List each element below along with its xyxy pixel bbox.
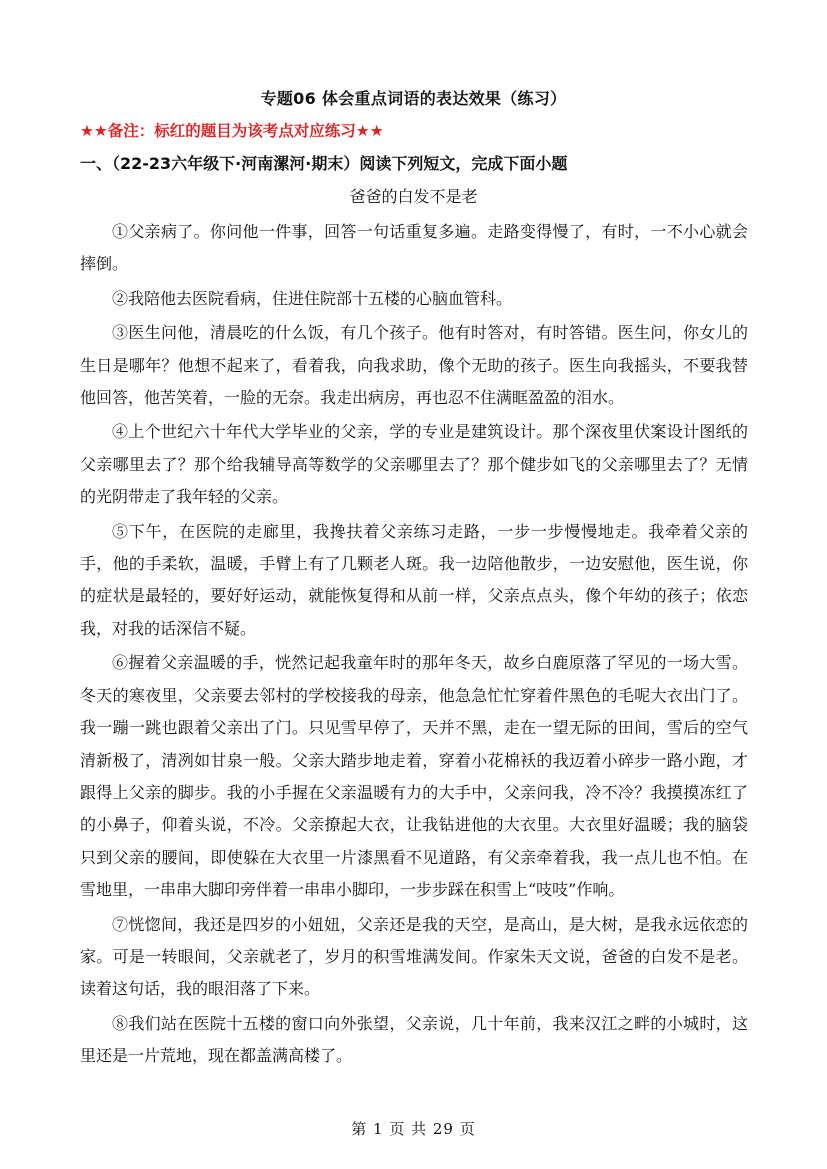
paragraph-3: ③医生问他，清晨吃的什么饭，有几个孩子。他有时答对，有时答错。医生问，你女儿的生日是哪年？他想不起来了，看着我，向我求助，像个无助的孩子。医生向我摇头，不要我替他回答，他苦笑着，一脸的无奈。我走出病房，再也忍不住满眶盈盈的泪水。 — [80, 323, 748, 408]
paragraph-5: ⑤下午，在医院的走廊里，我搀扶着父亲练习走路，一步一步慢慢地走。我牵着父亲的手，他的手柔软，温暖，手臂上有了几颗老人斑。我一边陪他散步，一边安慰他，医生说，你的症状是最轻的，要好好运动，就能恢复得和从前一样，父亲点点头，像个年幼的孩子；依恋我，对我的话深信不疑。 — [80, 521, 748, 638]
paragraph-1: ①父亲病了。你问他一件事，回答一句话重复多遍。走路变得慢了，有时，一不小心就会摔倒。 — [80, 222, 748, 274]
paragraph-6: ⑥握着父亲温暖的手，恍然记起我童年时的那年冬天，故乡白鹿原落了罕见的一场大雪。冬天的寒夜里，父亲要去邻村的学校接我的母亲，他急急忙忙穿着件黑色的毛呢大衣出门了。我一蹦一跳也跟着父亲出了门。只见雪早停了，天并不黑，走在一望无际的田间，雪后的空气清新极了，清冽如甘泉一般。父亲大踏步地走着，穿着小花棉袄的我迈着小碎步一路小跑，才跟得上父亲的脚步。我的小手握在父亲温暖有力的大手中，父亲问我，冷不冷？我摸摸冻红了的小鼻子，仰着头说，不冷。父亲撩起大衣，让我钻进他的大衣里。大衣里好温暖；我的脑袋只到父亲的腰间，即使躲在大衣里一片漆黑看不见道路，有父亲牵着我，我一点儿也不怕。在雪地里，一串串大脚印旁伴着一串串小脚印，一步步踩在积雪上“吱吱”作响。 — [80, 653, 748, 900]
article-body — [80, 216, 748, 1075]
paragraph-7: ⑦恍惚间，我还是四岁的小妞妞，父亲还是我的天空，是高山，是大树，是我永远依恋的家。可是一转眼间，父亲就老了，岁月的积雪堆满发间。作家朱天文说，爸爸的白发不是老。读着这句话，我的眼泪落了下来。 — [80, 914, 748, 999]
paragraph-8: ⑧我们站在医院十五楼的窗口向外张望，父亲说，几十年前，我来汉江之畔的小城时，这里还是一片荒地，现在都盖满高楼了。 — [80, 1013, 748, 1066]
paragraph-4: ④上个世纪六十年代大学毕业的父亲，学的专业是建筑设计。那个深夜里伏案设计图纸的父亲哪里去了？那个给我辅导高等数学的父亲哪里去了？那个健步如飞的父亲哪里去了？无情的光阴带走了我年轻的父亲。 — [80, 422, 748, 507]
paragraph-2: ②我陪他去医院看病，住进住院部十五楼的心脑血管科。 — [112, 288, 513, 308]
article-title: 爸爸的白发不是老 — [349, 187, 478, 206]
page-footer: 第 1 页 共 29 页 — [351, 1120, 476, 1138]
section-heading: 一、（22-23六年级下·河南漯河·期末）阅读下列短文，完成下面小题 — [80, 154, 568, 173]
red-note: ★★备注：标红的题目为该考点对应练习★★ — [80, 122, 384, 140]
page-title: 专题06 体会重点词语的表达效果（练习） — [260, 89, 567, 108]
